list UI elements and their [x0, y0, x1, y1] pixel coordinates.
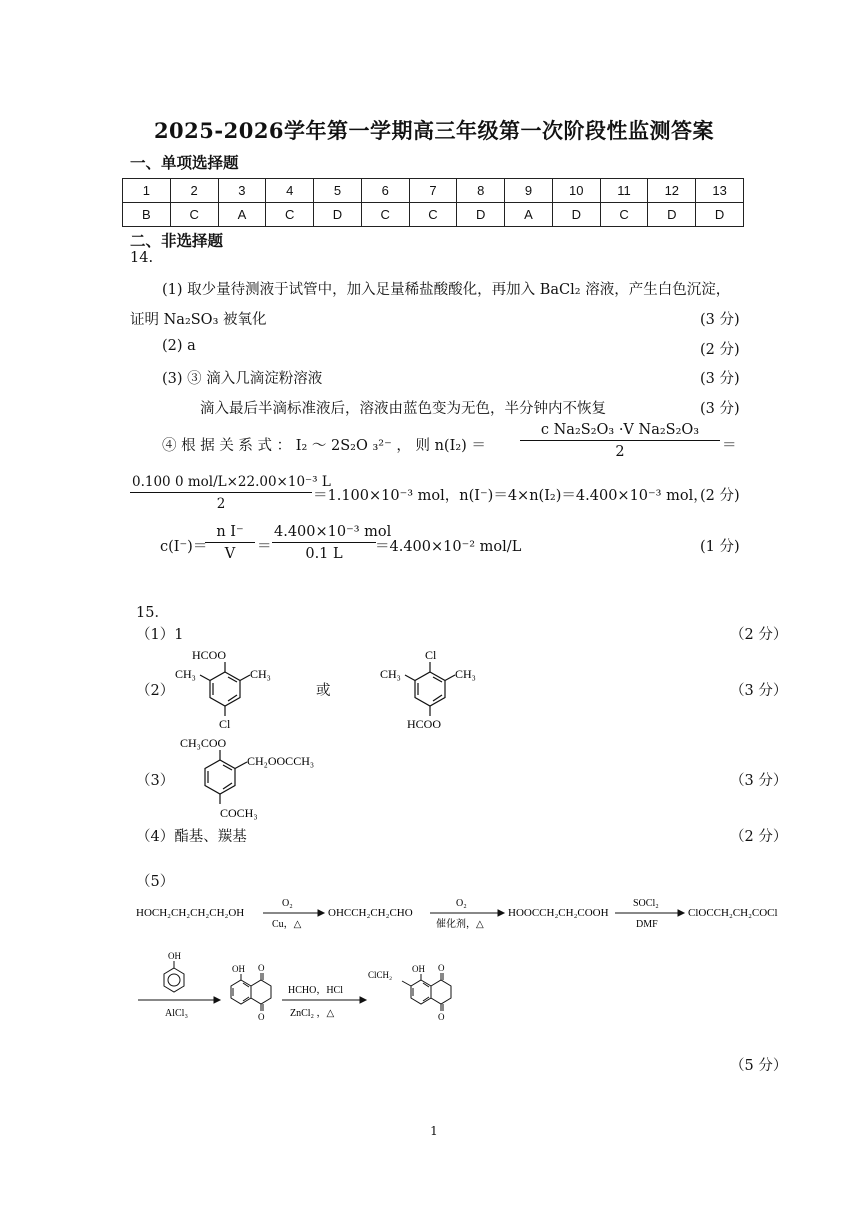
- question-number-cell: 8: [457, 179, 505, 203]
- route2-m2-o-top: O: [438, 963, 445, 973]
- q15-part5-score: （5 分）: [730, 1058, 788, 1074]
- fraction-numerator: c Na₂S₂O₃ ·V Na₂S₂O₃: [520, 422, 720, 441]
- q15-part2-or: 或: [316, 683, 331, 699]
- route2-m2-oh: OH: [412, 964, 425, 974]
- question-number-cell: 9: [505, 179, 553, 203]
- struct-b-bottom: HCOO: [407, 717, 442, 731]
- fraction-numerator: 4.400×10⁻³ mol: [272, 524, 376, 543]
- section-heading-2: 二、非选择题: [130, 231, 224, 250]
- route2-m2-o-bot: O: [438, 1012, 445, 1022]
- q14-conc-fraction-2: [272, 524, 392, 562]
- q14-part4-equals: ＝: [722, 438, 737, 454]
- q14-part2-score: (2 分): [700, 342, 740, 358]
- page-number: 1: [430, 1124, 438, 1138]
- route2-m1-o-bot: O: [258, 1012, 265, 1022]
- struct-a-top: HCOO: [192, 648, 227, 662]
- q14-conc-score: (1 分): [700, 539, 740, 555]
- synthesis-route-1: [130, 892, 790, 936]
- q14-part1-score: (3 分): [700, 312, 740, 328]
- struct-a-right: CH₃: [250, 667, 271, 681]
- route1-r3-top: SOCl₂: [633, 898, 659, 909]
- q14-part4-fraction: [520, 422, 720, 460]
- q15-part3: （3）: [136, 773, 175, 789]
- answer-table-answer-row: [123, 203, 744, 227]
- route2-m1-oh: OH: [232, 964, 245, 974]
- answer-cell: A: [505, 203, 553, 227]
- q14-conc-eq: ＝: [257, 539, 272, 555]
- struct-b-right: CH₃: [455, 667, 476, 681]
- route1-r1-top: O₂: [282, 898, 293, 909]
- route1-r1-bot: Cu，△: [272, 919, 302, 930]
- route1-s2: OHCCH₂CH₂CHO: [328, 907, 413, 919]
- answer-cell: C: [409, 203, 457, 227]
- struct-c-bottom: COCH₃: [220, 806, 258, 820]
- answer-cell: B: [123, 203, 171, 227]
- q15-part2-score: （3 分）: [730, 683, 788, 699]
- q14-part3: (3) ③ 滴入几滴淀粉溶液: [162, 371, 323, 387]
- question-number-cell: 5: [314, 179, 362, 203]
- q15-part3-score: （3 分）: [730, 773, 788, 789]
- route2-r1-bot: AlCl₃: [165, 1008, 188, 1019]
- question-number-cell: 3: [218, 179, 266, 203]
- q14-part1-line2: 证明 Na₂SO₃ 被氧化: [130, 312, 267, 328]
- q14-part2: (2) a: [162, 338, 196, 354]
- fraction-numerator: n I⁻: [205, 524, 255, 543]
- answer-cell: D: [314, 203, 362, 227]
- q14-calc-result: ＝1.100×10⁻³ mol，n(I⁻)＝4×n(I₂)＝4.400×10⁻³ mol，: [313, 488, 708, 504]
- structure-b-diagram: [375, 644, 495, 732]
- q14-calc-score: (2 分): [700, 488, 740, 504]
- answer-cell: C: [266, 203, 314, 227]
- fraction-denominator: 2: [615, 444, 625, 460]
- fraction-denominator: 0.1 L: [305, 546, 343, 562]
- route1-s1: HOCH₂CH₂CH₂CH₂OH: [136, 907, 245, 919]
- route2-phenol-oh: OH: [168, 951, 181, 961]
- q14-part3-endpoint: 滴入最后半滴标准液后，溶液由蓝色变为无色，半分钟内不恢复: [200, 401, 606, 417]
- structure-a-diagram: [170, 644, 290, 732]
- q14-part4-text: ④ 根 据 关 系 式 ： I₂ ～ 2S₂O ₃²⁻ ， 则 n(I₂) ＝: [162, 438, 486, 454]
- route1-r2-bot: 催化剂，△: [436, 919, 484, 930]
- struct-c-right: CH₂OOCCH₃: [247, 754, 315, 768]
- question-number-cell: 2: [170, 179, 218, 203]
- answer-cell: D: [648, 203, 696, 227]
- q15-part4: （4）酯基、羰基: [136, 829, 247, 845]
- question-number-cell: 4: [266, 179, 314, 203]
- answer-cell: A: [218, 203, 266, 227]
- q14-calc-fraction: [130, 474, 331, 512]
- fraction-denominator: 2: [216, 496, 226, 512]
- answer-cell: C: [600, 203, 648, 227]
- struct-b-left: CH₃: [380, 667, 401, 681]
- route1-r2-top: O₂: [456, 898, 467, 909]
- question-number-cell: 11: [600, 179, 648, 203]
- question-number-cell: 12: [648, 179, 696, 203]
- fraction-numerator: 0.100 0 mol/L×22.00×10⁻³ L: [130, 474, 312, 493]
- question-number-cell: 1: [123, 179, 171, 203]
- answer-table: [122, 178, 744, 227]
- struct-c-top: CH₃COO: [180, 736, 227, 750]
- fraction-denominator: V: [224, 546, 236, 562]
- q14-conc-fraction-1: [205, 524, 255, 562]
- q14-part3-endpoint-score: (3 分): [700, 401, 740, 417]
- answer-cell: D: [696, 203, 744, 227]
- route2-r2-bot: ZnCl₂ ，△: [290, 1008, 335, 1019]
- route1-s4: ClOCCH₂CH₂COCl: [688, 907, 778, 919]
- struct-a-bottom: Cl: [219, 717, 231, 731]
- q14-label: 14.: [130, 250, 154, 266]
- q15-part1: （1）1: [136, 627, 184, 643]
- answer-cell: C: [361, 203, 409, 227]
- page-title: 2025-2026学年第一学期高三年级第一次阶段性监测答案: [153, 118, 715, 143]
- route2-r2-top: HCHO，HCl: [288, 985, 344, 996]
- route2-m1-o-top: O: [258, 963, 265, 973]
- question-number-cell: 10: [552, 179, 600, 203]
- question-number-cell: 7: [409, 179, 457, 203]
- q14-conc-lhs: c(I⁻)＝: [160, 539, 208, 555]
- route1-r3-bot: DMF: [636, 919, 658, 930]
- question-number-cell: 6: [361, 179, 409, 203]
- route2-m2-sub: ClCH₂: [368, 970, 393, 980]
- q15-part2: （2）: [136, 683, 175, 699]
- answer-cell: D: [552, 203, 600, 227]
- route1-s3: HOOCCH₂CH₂COOH: [508, 907, 609, 919]
- q15-part4-score: （2 分）: [730, 829, 788, 845]
- struct-a-left: CH₃: [175, 667, 196, 681]
- question-number-cell: 13: [696, 179, 744, 203]
- structure-c-diagram: [175, 733, 345, 823]
- answer-table-number-row: [123, 179, 744, 203]
- q14-part3-score: (3 分): [700, 371, 740, 387]
- q14-conc-result: ＝4.400×10⁻² mol/L: [375, 539, 522, 555]
- synthesis-route-2: [130, 948, 510, 1038]
- q14-part1-line1: (1) 取少量待测液于试管中，加入足量稀盐酸酸化，再加入 BaCl₂ 溶液，产生白色沉淀，: [162, 282, 731, 298]
- answer-cell: D: [457, 203, 505, 227]
- struct-b-top: Cl: [425, 648, 437, 662]
- section-heading-1: 一、单项选择题: [130, 153, 239, 172]
- q15-part1-score: （2 分）: [730, 627, 788, 643]
- answer-cell: C: [170, 203, 218, 227]
- q15-part5: （5）: [136, 874, 175, 890]
- q15-label: 15．: [136, 605, 169, 621]
